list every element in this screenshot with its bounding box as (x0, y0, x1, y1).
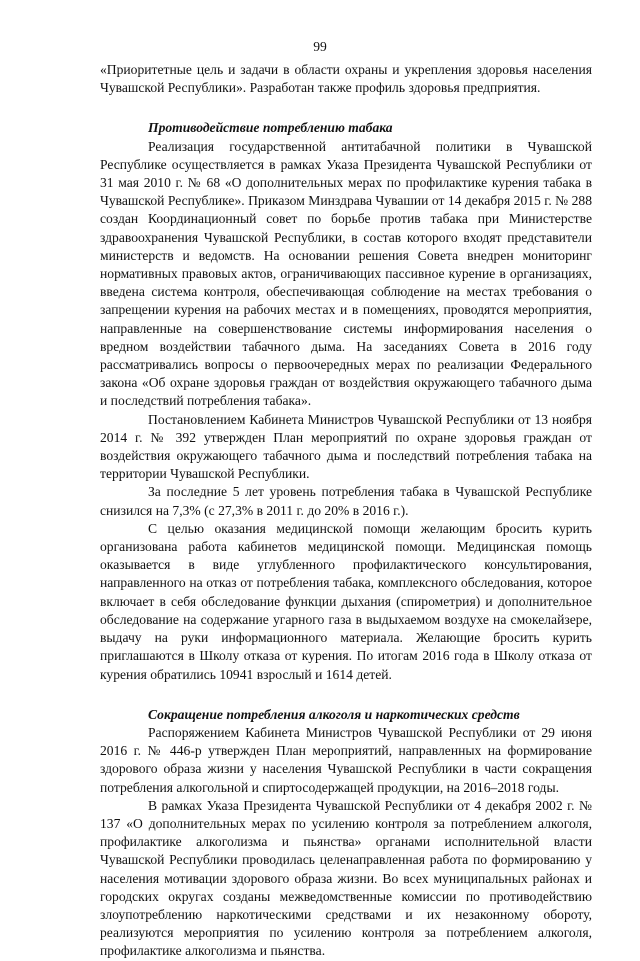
paragraph: За последние 5 лет уровень потребления табака в Чувашской Республике снизился на 7,3% (с 27,3% в 2011 г. до 20% в 2016 г.). (100, 484, 592, 518)
paragraph: Распоряжением Кабинета Министров Чувашской Республики от 29 июня 2016 г. № 446-р утвержден План мероприятий, направленных на формирование здорового образа жизни у населения Чувашской Республики в части сокращения потребления алкогольной и спиртосодержащей продукции, на 2016–2018 годы. (100, 724, 592, 795)
section-spacer (100, 97, 592, 119)
paragraph: Постановлением Кабинета Министров Чувашской Республики от 13 ноября 2014 г. № 392 утвержден План мероприятий по охране здоровья граждан от воздействия окружающего табачного дыма и последствий потребления табака на территории Чувашской Республики. (100, 411, 592, 482)
section-tobacco (100, 119, 592, 683)
section-spacer (100, 684, 592, 706)
paragraph: С целью оказания медицинской помощи желающим бросить курить организована работа кабинетов медицинской помощи. Медицинская помощь оказывается в виде углубленного профилактического консультирования, направленного на отказ от потребления табака, комплексного обследования, которое включает в себя обследование функции дыхания (спирометрия) и дополнительное обследование на содержание угарного газа в выдыхаемом воздухе на смокелайзере, выдачу на руки информационного материала. Желающие бросить курить приглашаются в Школу отказа от курения. По итогам 2016 года в Школу отказа от курения обратились 10941 взрослый и 1614 детей. (100, 520, 592, 682)
document-body (100, 61, 592, 961)
intro-paragraph: «Приоритетные цель и задачи в области охраны и укрепления здоровья населения Чувашской Республики». Разработан также профиль здоровья предприятия. (100, 62, 592, 96)
paragraph: В рамках Указа Президента Чувашской Республики от 4 декабря 2002 г. № 137 «О дополнительных мерах по усилению контроля за потреблением алкоголя, профилактике алкоголизма и пьянства» органами исполнительной власти Чувашской Республики проводилась целенаправленная работа по формированию у населения мотивации здорового образа жизни. Во всех муниципальных районах и городских округах созданы межведомственные комиссии по противодействию злоупотреблению наркотическими средствами и их незаконному обороту, реализуются мероприятия по усилению контроля за потреблением алкоголя, профилактике алкоголизма и пьянства. (100, 797, 592, 959)
page-number: 99 (313, 39, 327, 54)
paragraph: Реализация государственной антитабачной политики в Чувашской Республике осуществляется в рамках Указа Президента Чувашской Республики от 31 мая 2010 г. № 68 «О дополнительных мерах по профилактике курения табака в Чувашской Республике». Приказом Минздрава Чувашии от 14 декабря 2015 г. № 288 создан Координационный совет по борьбе против табака при Министерстве здравоохранения Чувашской Республики, в состав которого входят представители министерств и ведомств. На основании решения Совета внедрен мониторинг нормативных правовых актов, ограничивающих пассивное курение в организациях, введена система контроля, обеспечивающая соблюдение на местах требования о запрещении курения на рабочих местах и в помещениях, проводятся мероприятия, направленные на совершенствование системы информирования населения о вредном воздействии табачного дыма. На заседаниях Совета в 2016 году рассматривались вопросы о первоочередных мерах по реализации Федерального закона «Об охране здоровья граждан от воздействия окружающего табачного дыма и последствий потребления табака». (100, 138, 592, 409)
section-heading-alcohol: Сокращение потребления алкоголя и наркотических средств (148, 706, 520, 722)
section-alcohol (100, 706, 592, 961)
section-heading-tobacco: Противодействие потреблению табака (148, 120, 393, 136)
